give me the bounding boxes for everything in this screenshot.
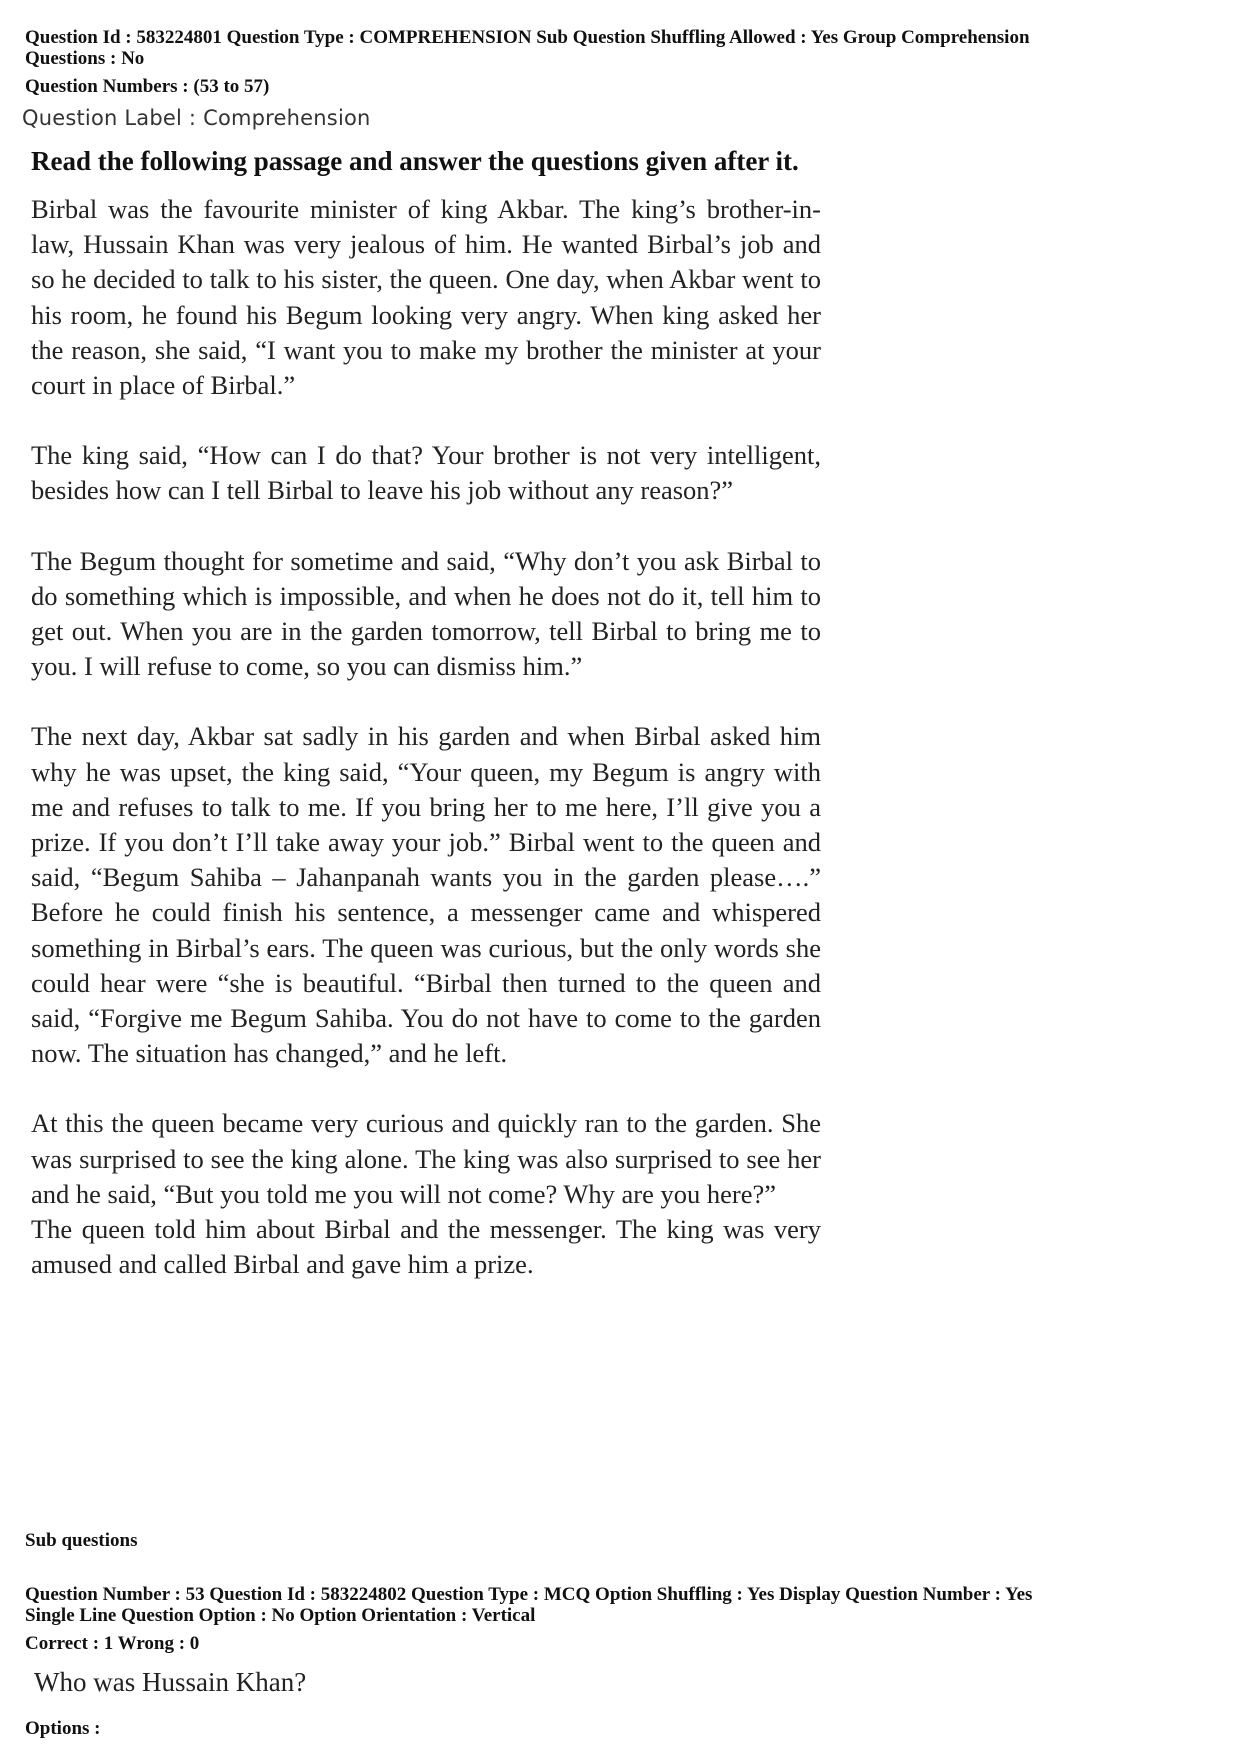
passage-paragraph: Birbal was the favourite minister of king Akbar. The king’s brother-in-law, Hussain Khan was very jealous of him. He wanted Birbal’s job and so he decided to talk to his sister, the queen. One day, when Akbar went to his room, he found his Begum looking very angry. When king asked her the reason, she said, “I want you to make my brother the minister at your court in place of Birbal.” xyxy=(31,194,821,401)
question-meta-line1: Question Number : 53 Question Id : 583224802 Question Type : MCQ Option Shuffling : Yes Display Question Number : Yes xyxy=(25,1584,1033,1605)
comprehension-meta-line2: Questions : No xyxy=(25,48,145,69)
passage xyxy=(31,140,821,1282)
sub-questions-label: Sub questions xyxy=(25,1530,138,1551)
passage-paragraph: At this the queen became very curious and quickly ran to the garden. She was surprised to see the king alone. The king was also surprised to see her and he said, “But you told me you will not come? Why are you here?” xyxy=(31,1108,821,1209)
question-label: Question Label : Comprehension xyxy=(22,106,371,130)
comprehension-meta-line1: Question Id : 583224801 Question Type : COMPREHENSION Sub Question Shuffling Allowed : Yes Group Comprehension xyxy=(25,27,1030,48)
passage-paragraph: The Begum thought for sometime and said, “Why don’t you ask Birbal to do something which is impossible, and when he does not do it, tell him to get out. When you are in the garden tomorrow, tell Birbal to bring me to you. I will refuse to come, so you can dismiss him.” xyxy=(31,545,821,682)
passage-paragraph: The king said, “How can I do that? Your brother is not very intelligent, besides how can I tell Birbal to leave his job without any reason?” xyxy=(31,440,821,506)
passage-heading: Read the following passage and answer the questions given after it. xyxy=(31,146,799,176)
question-marks: Correct : 1 Wrong : 0 xyxy=(25,1633,200,1654)
options-label: Options : xyxy=(25,1718,101,1739)
passage-paragraph: The next day, Akbar sat sadly in his garden and when Birbal asked him why he was upset, the king said, “Your queen, my Begum is angry with me and refuses to talk to me. If you bring her to me here, I’ll give you a prize. If you don’t I’ll take away your job.” Birbal went to the queen and said, “Begum Sahiba – Jahanpanah wants you in the garden please….” Before he could finish his sentence, a messenger came and whispered something in Birbal’s ears. The queen was curious, but the only words she could hear were “she is beautiful. “Birbal then turned to the queen and said, “Forgive me Begum Sahiba. You do not have to come to the garden now. The situation has changed,” and he left. xyxy=(31,721,821,1069)
passage-paragraph: The queen told him about Birbal and the messenger. The king was very amused and called Birbal and gave him a prize. xyxy=(31,1214,821,1280)
question-numbers: Question Numbers : (53 to 57) xyxy=(25,76,270,97)
question-text: Who was Hussain Khan? xyxy=(34,1667,307,1697)
question-meta-line2: Single Line Question Option : No Option Orientation : Vertical xyxy=(25,1605,536,1626)
